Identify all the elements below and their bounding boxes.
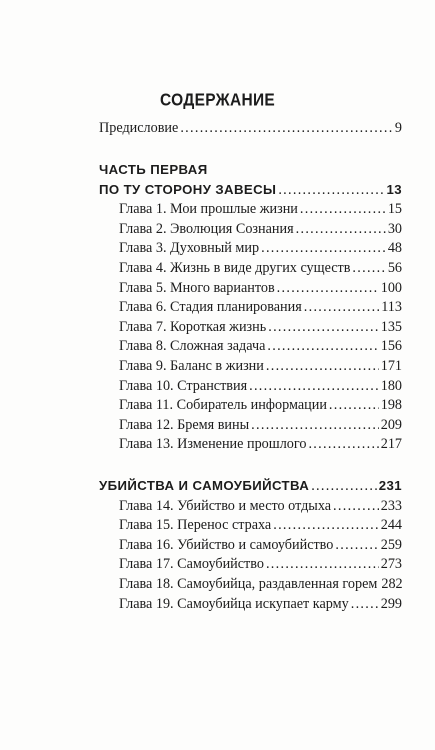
toc-entry-chapter[interactable]: [99, 240, 402, 260]
chapter-page: 15: [387, 201, 402, 218]
chapter-title: Глава 9. Баланс в жизни: [119, 357, 264, 374]
toc-entry-chapter[interactable]: [99, 260, 402, 280]
chapter-title: Глава 12. Бремя вины: [119, 416, 250, 433]
toc-entry-page: 9: [394, 120, 402, 136]
chapter-title: Глава 14. Убийство и место отдыха: [119, 497, 332, 514]
toc-entry-part-two[interactable]: [99, 478, 402, 498]
toc-entry-part-one[interactable]: [99, 182, 402, 202]
chapter-page: 244: [380, 517, 402, 534]
chapter-title: Глава 1. Мои прошлые жизни: [119, 201, 298, 218]
toc-entry-chapter[interactable]: [99, 517, 402, 537]
dot-leader: [296, 221, 386, 238]
chapter-page: 113: [381, 299, 402, 316]
toc-entry-chapter[interactable]: [99, 221, 402, 241]
toc-entry-chapter[interactable]: [99, 436, 402, 456]
preface-block: [99, 120, 402, 140]
toc-entry-chapter[interactable]: [99, 417, 402, 437]
dot-leader: [333, 498, 379, 515]
part-one-heading: ЧАСТЬ ПЕРВАЯ: [99, 162, 208, 177]
part-two-page: 231: [378, 478, 402, 493]
chapter-page: 30: [387, 220, 402, 237]
chapter-page: 259: [380, 536, 402, 553]
dot-leader: [273, 517, 378, 534]
dot-leader: [251, 417, 379, 434]
chapter-title: Глава 8. Сложная задача: [119, 338, 266, 355]
part-two-block: [99, 478, 402, 615]
toc-entry-chapter[interactable]: [99, 596, 402, 616]
toc-entry-chapter[interactable]: [99, 378, 402, 398]
chapter-title: Глава 13. Изменение прошлого: [119, 436, 307, 453]
toc-entry-chapter[interactable]: [99, 280, 402, 300]
toc-entry-preface[interactable]: [99, 120, 402, 140]
chapter-title: Глава 16. Убийство и самоубийство: [119, 536, 334, 553]
chapter-page: 100: [380, 279, 402, 296]
chapter-title: Глава 15. Перенос страха: [119, 517, 272, 534]
chapter-title: Глава 7. Короткая жизнь: [119, 318, 267, 335]
toc-entry-label: Предисловие: [99, 120, 179, 136]
chapter-page: 180: [380, 377, 402, 394]
toc-entry-chapter[interactable]: [99, 338, 402, 358]
chapter-title: Глава 18. Самоубийца, раздавленная горем: [119, 575, 378, 592]
chapter-page: 48: [387, 240, 402, 257]
chapter-title: Глава 19. Самоубийца искупает карму: [119, 595, 349, 612]
part-two-chapter-list: [99, 498, 402, 616]
toc-entry-chapter[interactable]: [99, 537, 402, 557]
chapter-page: 217: [380, 436, 402, 453]
dot-leader: [300, 201, 386, 218]
dot-leader: [329, 397, 379, 414]
chapter-page: 135: [380, 318, 402, 335]
chapter-page: 171: [380, 357, 402, 374]
chapter-title: Глава 6. Стадия планирования: [119, 299, 302, 316]
toc-entry-chapter[interactable]: [99, 498, 402, 518]
page-title: СОДЕРЖАНИЕ: [159, 90, 276, 110]
chapter-page: 156: [380, 338, 402, 355]
dot-leader: [267, 338, 378, 355]
dot-leader: [261, 240, 386, 257]
chapter-page: 233: [380, 497, 402, 514]
dot-leader: [180, 120, 393, 137]
toc-entry-chapter[interactable]: [99, 319, 402, 339]
toc-entry-chapter[interactable]: [99, 556, 402, 576]
chapter-title: Глава 10. Странствия: [119, 377, 248, 394]
dot-leader: [311, 478, 377, 495]
dot-leader: [335, 537, 378, 554]
dot-leader: [249, 378, 379, 395]
toc-entry-chapter[interactable]: [99, 576, 402, 596]
part-one-block: [99, 162, 402, 456]
dot-leader: [352, 260, 385, 277]
toc-entry-chapter[interactable]: [99, 299, 402, 319]
chapter-title: Глава 3. Духовный мир: [119, 240, 260, 257]
chapter-page: 209: [380, 416, 402, 433]
chapter-page: 273: [380, 556, 402, 573]
chapter-page: 282: [381, 575, 403, 592]
chapter-title: Глава 5. Много вариантов: [119, 279, 275, 296]
part-one-page: 13: [386, 181, 402, 197]
dot-leader: [304, 299, 379, 316]
part-two-title: УБИЙСТВА И САМОУБИЙСТВА: [99, 478, 310, 493]
dot-leader: [268, 319, 379, 336]
chapter-title: Глава 17. Самоубийство: [119, 556, 264, 573]
toc-entry-chapter[interactable]: [99, 201, 402, 221]
part-one-chapter-list: [99, 201, 402, 456]
chapter-title: Глава 4. Жизнь в виде других существ: [119, 259, 351, 276]
part-one-title: ПО ТУ СТОРОНУ ЗАВЕСЫ: [99, 181, 277, 197]
toc-entry-chapter[interactable]: [99, 358, 402, 378]
toc-entry-chapter[interactable]: [99, 397, 402, 417]
dot-leader: [351, 596, 379, 613]
chapter-title: Глава 11. Собиратель информации: [119, 397, 327, 414]
dot-leader: [266, 358, 379, 375]
dot-leader: [277, 280, 379, 297]
chapter-page: 299: [380, 595, 402, 612]
dot-leader: [308, 436, 378, 453]
dot-leader: [266, 556, 379, 573]
dot-leader: [278, 182, 384, 199]
chapter-page: 198: [380, 397, 402, 414]
chapter-page: 56: [387, 259, 402, 276]
chapter-title: Глава 2. Эволюция Сознания: [119, 220, 294, 237]
